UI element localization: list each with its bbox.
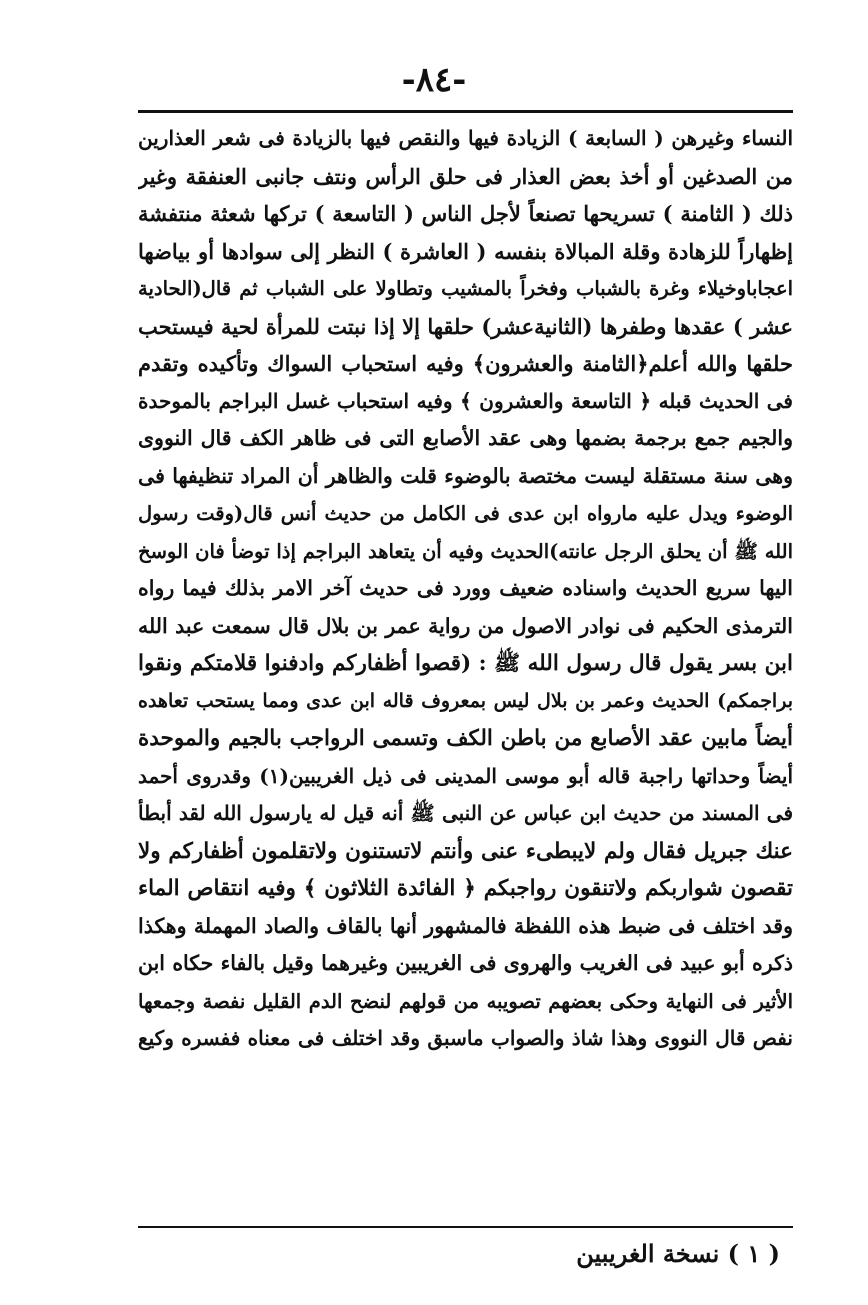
text-line: الوضوء ويدل عليه مارواه ابن عدى فى الكامل من حديث أنس قال(وقت رسول bbox=[138, 502, 793, 525]
text-line: الله ﷺ أن يحلق الرجل عانته)الحديث وفيه أن يتعاهد البراجم إذا توضأ فان الوسخ bbox=[138, 539, 793, 563]
text-line: أيضاً مابين عقد الأصابع من باطن الكف وتسمى الرواجب بالجيم والموحدة bbox=[138, 726, 793, 751]
text-line: ذكره أبو عبيد فى الغريب والهروى فى الغريبين وغيرهما وقيل بالفاء حكاه ابن bbox=[138, 951, 793, 975]
text-line: فى الحديث قبله ﴿ التاسعة والعشرون ﴾ وفيه استحباب غسل البراجم بالموحدة bbox=[138, 388, 793, 413]
text-line: وهى سنة مستقلة ليست مختصة بالوضوء قلت والظاهر أن المراد تنظيفها فى bbox=[138, 463, 793, 488]
footnote-rule bbox=[138, 1226, 793, 1228]
text-line: ذلك ( الثامنة ) تسريحها تصنعاً لأجل الناس ( التاسعة ) تركها شعثة منتفشة bbox=[138, 201, 793, 226]
header-rule bbox=[138, 110, 793, 113]
text-line: ابن بسر يقول قال رسول الله ﷺ : (قصوا أظفاركم وادفنوا قلامتكم ونقوا bbox=[138, 651, 793, 676]
text-line: الأثير فى النهاية وحكى بعضهم تصويبه من قولهم لنضح الدم القليل نفصة وجمعها bbox=[138, 989, 793, 1013]
text-line: براجمكم) الحديث وعمر بن بلال ليس بمعروف قاله ابن عدى ومما يستحب تعاهده bbox=[138, 689, 793, 712]
text-line: اليها سريع الحديث واسناده ضعيف وورد فى حديث آخر الامر بذلك فيما رواه bbox=[138, 576, 793, 600]
text-line: عشر ) عقدها وطفرها (الثانيةعشر) حلقها إلا إذا نبتت للمرأة لحية فيستحب bbox=[138, 313, 793, 339]
text-line: الترمذى الحكيم فى نوادر الاصول من رواية عمر بن بلال قال سمعت عبد الله bbox=[138, 613, 793, 638]
text-line: من الصدغين أو أخذ بعض العذار فى حلق الرأس ونتف جانبى العنفقة وغير bbox=[138, 163, 793, 189]
text-line: نفص قال النووى وهذا شاذ والصواب ماسبق وقد اختلف فى معناه ففسره وكيع bbox=[138, 1026, 793, 1050]
text-line: النساء وغيرهن ( السابعة ) الزيادة فيها والنقص فيها بالزيادة فى شعر العذارين bbox=[138, 126, 793, 150]
text-line: عنك جبريل فقال ولم لايبطىء عنى وأنتم لاتستنون ولاتقلمون أظفاركم ولا bbox=[138, 838, 793, 864]
footnote: ( ١ ) نسخة الغريبين bbox=[576, 1239, 780, 1268]
text-line: اعجاباوخيلاء وغرة بالشباب وفخراً بالمشيب وتطاولا على الشباب ثم قال(الحادية bbox=[138, 277, 793, 300]
body-text bbox=[138, 120, 793, 1058]
text-line: إظهاراً للزهادة وقلة المبالاة بنفسه ( العاشرة ) النظر إلى سوادها أو بياضها bbox=[138, 238, 793, 264]
text-line: أيضاً وحداتها راجبة قاله أبو موسى المدينى فى ذيل الغريبين(١) وقدروى أحمد bbox=[138, 763, 793, 788]
text-line: والجيم جمع برجمة بضمها وهى عقد الأصابع التى فى ظاهر الكف قال النووى bbox=[138, 426, 793, 450]
text-line: حلقها والله أعلم﴿الثامنة والعشرون﴾ وفيه استحباب السواك وتأكيده وتقدم bbox=[138, 351, 793, 376]
text-line: فى المسند من حديث ابن عباس عن النبى ﷺ أنه قيل له يارسول الله لقد أبطأ bbox=[138, 801, 793, 825]
page-number: -٨٤- bbox=[401, 60, 467, 100]
text-line: وقد اختلف فى ضبط هذه اللفظة فالمشهور أنها بالقاف والصاد المهملة وهكذا bbox=[138, 913, 793, 938]
text-line: تقصون شواربكم ولاتنقون رواجبكم ﴿ الفائدة الثلاثون ﴾ وفيه انتقاص الماء bbox=[138, 876, 793, 901]
